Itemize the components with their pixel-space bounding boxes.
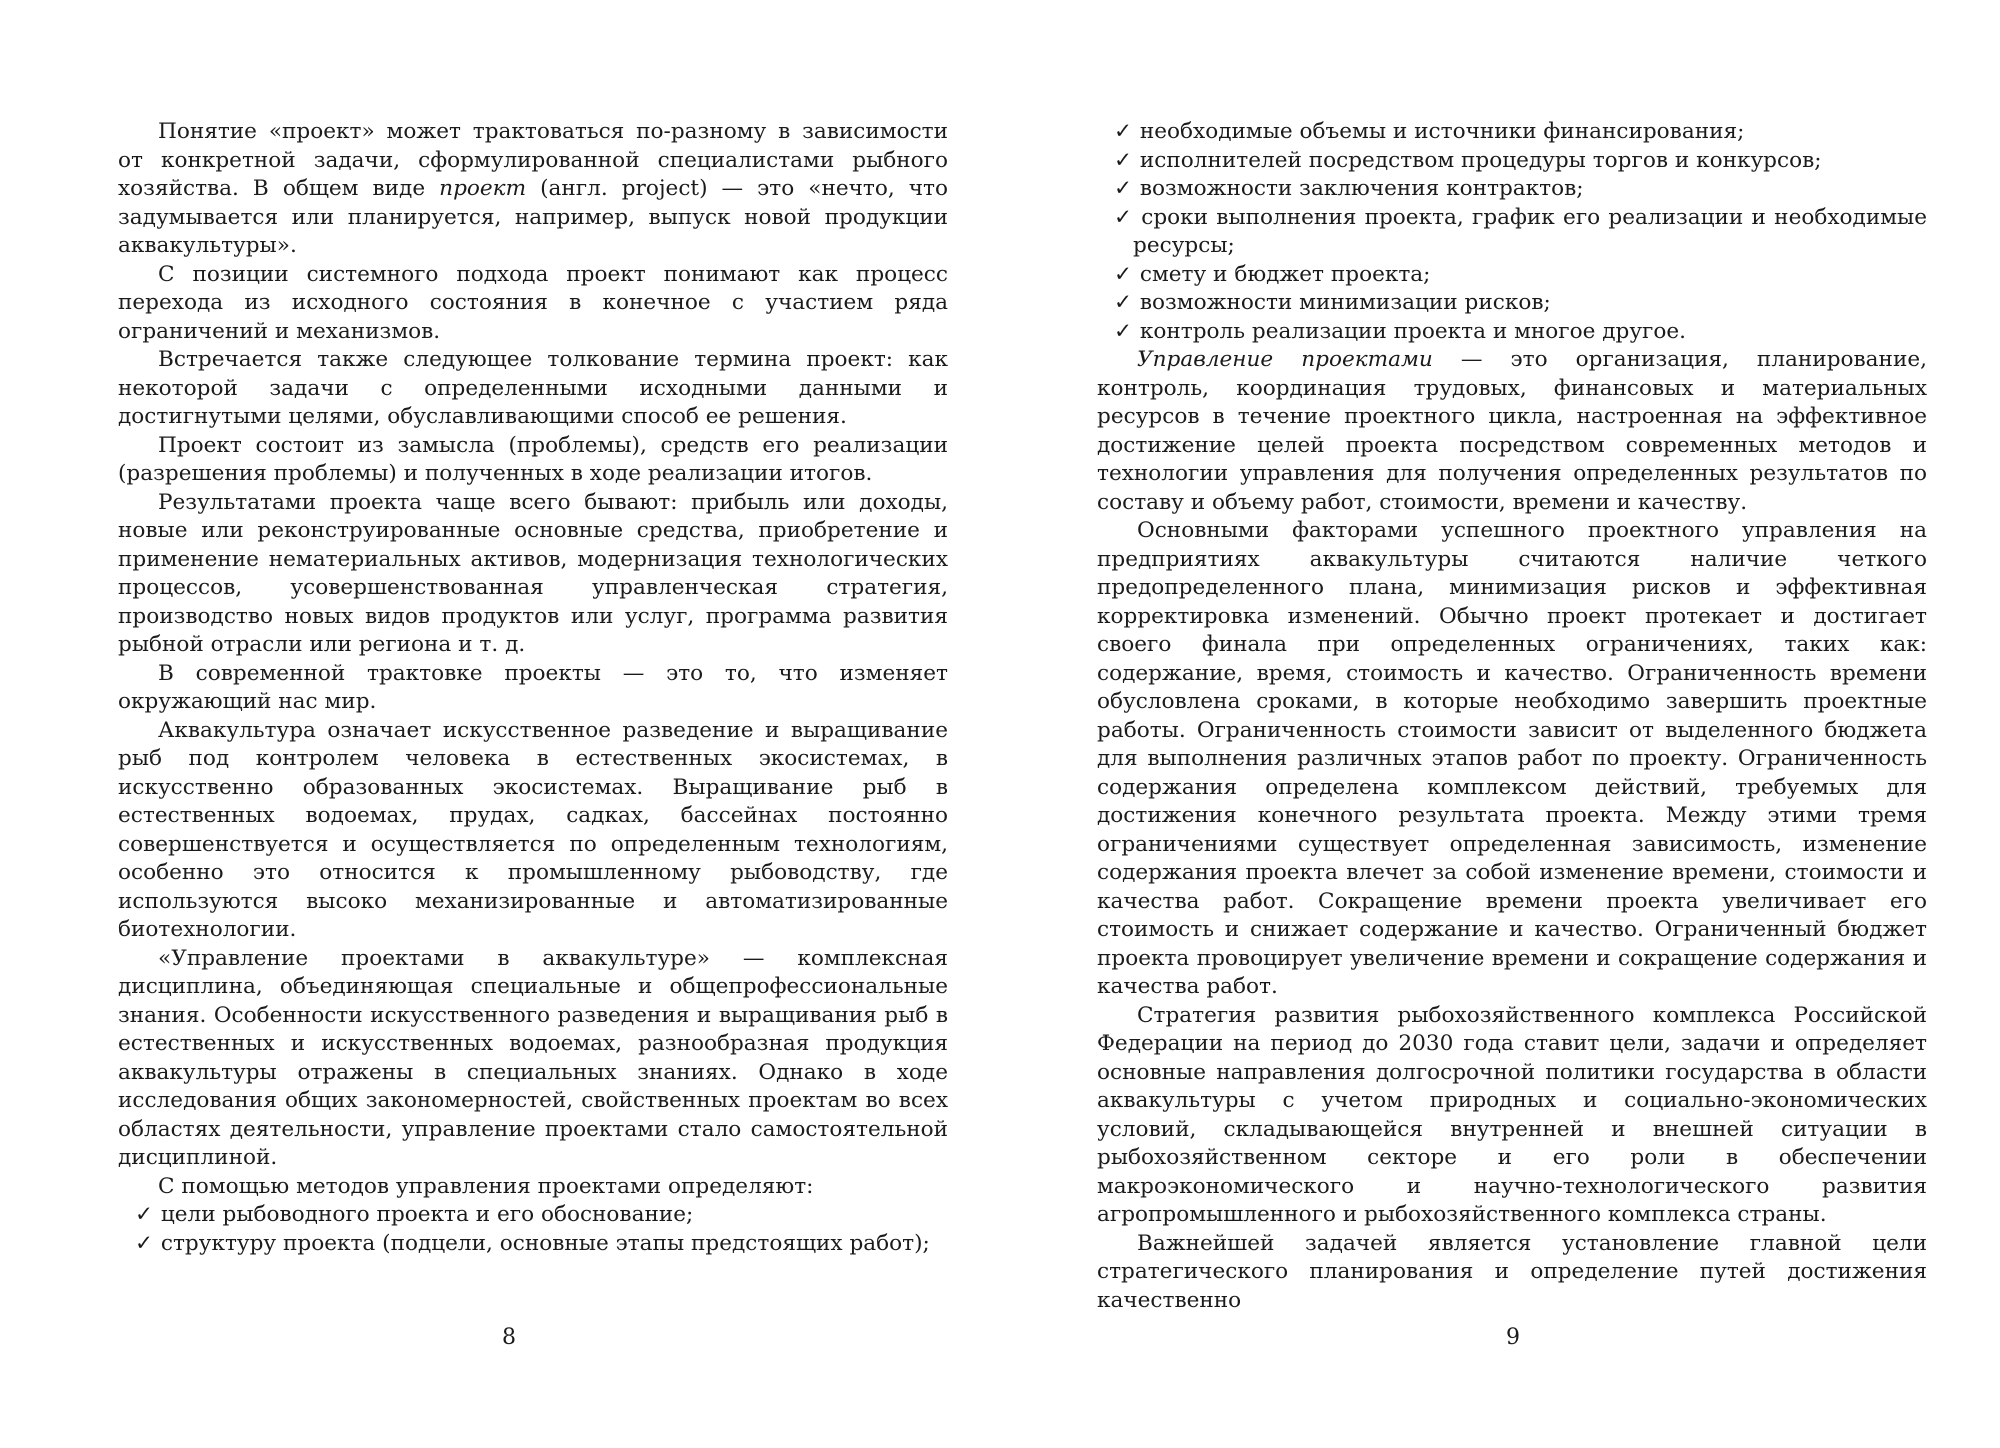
paragraph-strategy-2030: Стратегия развития рыбохозяйственного комплекса Российской Федерации на период до 2030 года ставит цели, задачи и определяет основные направления долгосрочной политики государства в области аквакультуры с учетом природных и социально-экономических условий, складывающейся внутренней и внешней ситуации в рыбохозяйственном секторе и его роли в обеспечении макроэкономического и научно-технологического развития агропромышленного и рыбохозяйственного комплекса страны. [1097, 1002, 1927, 1227]
paragraph-system-approach: С позиции системного подхода проект понимают как процесс перехода из исходного состояния в конечное с участием ряда ограничений и механизмов. [118, 261, 948, 344]
checklist-item: ✓ структуру проекта (подцели, основные этапы предстоящих работ); [118, 1230, 948, 1259]
left-page [118, 118, 948, 1258]
checklist-item: ✓ исполнителей посредством процедуры торгов и конкурсов; [1097, 147, 1927, 176]
checklist-item: ✓ контроль реализации проекта и многое другое. [1097, 318, 1927, 347]
term-project-management: Управление проектами [1137, 347, 1433, 372]
paragraph-project-definition: Понятие «проект» может трактоваться по-разному в зависимости от конкретной задачи, сформулированной специалистами рыбного хозяйства. В общем виде проект (англ. project) — это «нечто, что задумывается или планируется, например, выпуск новой продукции аквакультуры». [118, 119, 948, 258]
paragraph-project-results: Результатами проекта чаще всего бывают: прибыль или доходы, новые или реконструированные основные средства, приобретение и применение нематериальных активов, модернизация технологических процессов, усовершенствованная управленческая стратегия, производство новых видов продуктов или услуг, программа развития рыбной отрасли или региона и т. д. [118, 489, 948, 657]
paragraph-discipline: «Управление проектами в аквакультуре» — комплексная дисциплина, объединяющая специальные и общепрофессиональные знания. Особенности искусственного разведения и выращивания рыб в естественных и искусственных водоемах, разнообразная продукция аквакультуры отражены в специальных знаниях. Однако в ходе исследования общих закономерностей, свойственных проектам во всех областях деятельности, управление проектами стало самостоятельной дисциплиной. [118, 945, 948, 1170]
term-project: проект [439, 176, 527, 201]
paragraph-term-interpretation: Встречается также следующее толкование термина проект: как некоторой задачи с определенными исходными данными и достигнутыми целями, обуславливающими способ ее решения. [118, 347, 948, 429]
check-icon: ✓ [1114, 318, 1133, 344]
page-number-left: 8 [502, 1325, 516, 1350]
page-number-right: 9 [1506, 1325, 1520, 1350]
checklist-item: ✓ возможности минимизации рисков; [1097, 289, 1927, 318]
checklist-item: ✓ цели рыбоводного проекта и его обоснование; [118, 1201, 948, 1230]
paragraph-main-task: Важнейшей задачей является установление главной цели стратегического планирования и определение путей достижения качественно [1097, 1230, 1927, 1313]
checklist-item: ✓ смету и бюджет проекта; [1097, 261, 1927, 290]
check-icon: ✓ [1114, 204, 1133, 230]
right-page [1097, 118, 1927, 1315]
check-icon: ✓ [1114, 290, 1133, 315]
check-icon: ✓ [135, 1230, 154, 1256]
paragraph-methods-intro: С помощью методов управления проектами определяют: [158, 1173, 814, 1199]
checklist-item: ✓ сроки выполнения проекта, график его реализации и необходимые ресурсы; [1114, 204, 1927, 258]
paragraph-project-management: Управление проектами — это организация, планирование, контроль, координация трудовых, финансовых и материальных ресурсов в течение проектного цикла, настроенная на эффективное достижение целей проекта посредством современных методов и технологии управления для получения определенных результатов по составу и объему работ, стоимости, времени и качеству. [1097, 347, 1927, 515]
check-icon: ✓ [1114, 147, 1133, 173]
checklist-item: ✓ возможности заключения контрактов; [1097, 175, 1927, 204]
check-icon: ✓ [1114, 261, 1133, 287]
paragraph-project-composition: Проект состоит из замысла (проблемы), средств его реализации (разрешения проблемы) и полученных в ходе реализации итогов. [118, 432, 948, 486]
checklist-item: ✓ необходимые объемы и источники финансирования; [1097, 118, 1927, 147]
check-icon: ✓ [135, 1202, 154, 1227]
check-icon: ✓ [1114, 119, 1133, 144]
paragraph-aquaculture: Аквакультура означает искусственное разведение и выращивание рыб под контролем человека в естественных экосистемах, в искусственно образованных экосистемах. Выращивание рыб в естественных водоемах, прудах, садках, бассейнах постоянно совершенствуется и осуществляется по определенным технологиям, особенно это относится к промышленному рыбоводству, где используются высоко механизированные и автоматизированные биотехнологии. [118, 717, 948, 942]
check-icon: ✓ [1114, 176, 1133, 201]
paragraph-modern-interpretation: В современной трактовке проекты — это то, что изменяет окружающий нас мир. [118, 660, 948, 714]
paragraph-success-factors: Основными факторами успешного проектного управления на предприятиях аквакультуры считаются наличие четкого предопределенного плана, минимизация рисков и эффективная корректировка изменений. Обычно проект протекает и достигает своего финала при определенных ограничениях, таких как: содержание, время, стоимость и качество. Ограниченность времени обусловлена сроками, в которые необходимо завершить проектные работы. Ограниченность стоимости зависит от выделенного бюджета для выполнения различных этапов работ по проекту. Ограниченность содержания определена комплексом действий, требуемых для достижения конечного результата проекта. Между этими тремя ограничениями существует определенная зависимость, изменение содержания проекта влечет за собой изменение времени, стоимости и качества работ. Сокращение времени проекта увеличивает его стоимость и снижает содержание и качество. Ограниченный бюджет проекта провоцирует увеличение времени и сокращение содержания и качества работ. [1097, 518, 1927, 999]
